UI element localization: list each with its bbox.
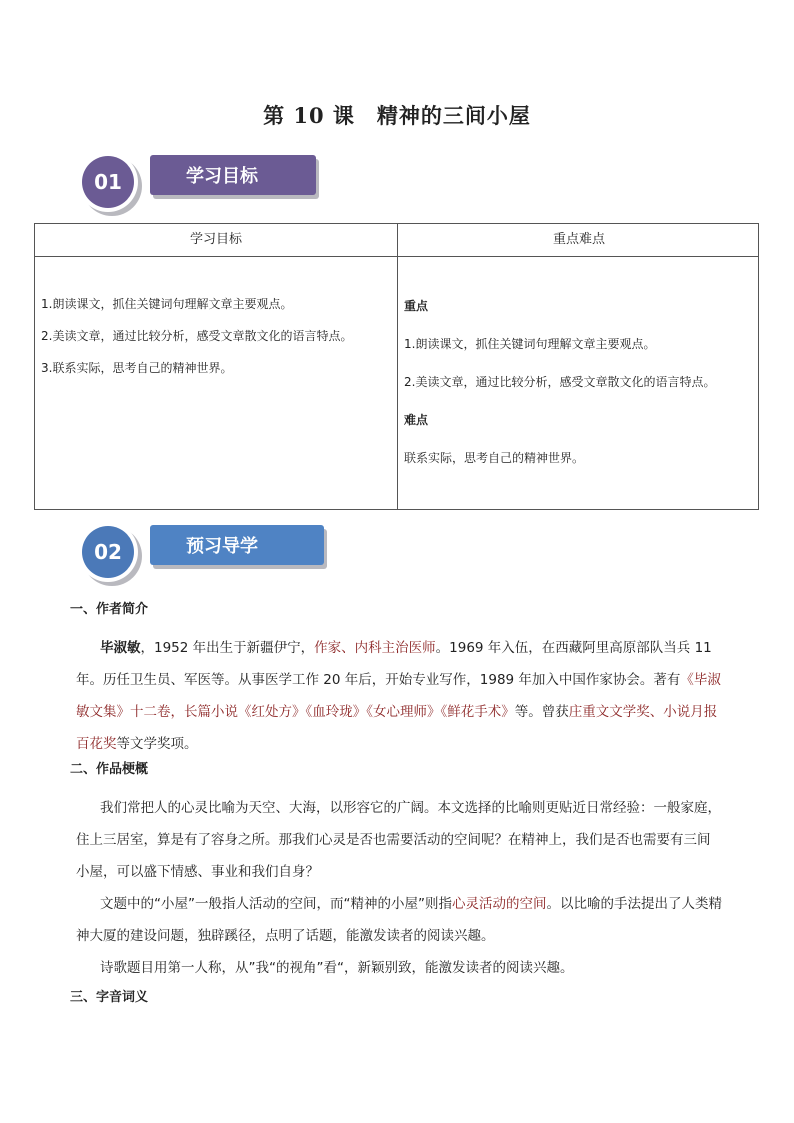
author-name: 毕淑敏 (100, 640, 141, 656)
goal-item: 1.朗读课文，抓住关键词句理解文章主要观点。 (41, 297, 293, 311)
goals-table (34, 223, 759, 510)
preview-content (70, 600, 722, 1020)
focus-item: 2.美读文章，通过比较分析，感受文章散文化的语言特点。 (404, 375, 716, 389)
focus-label: 重点 (404, 299, 429, 313)
text: 等文学奖项。 (116, 736, 198, 752)
summary-paragraph: 我们常把人的心灵比喻为天空、大海，以形容它的广阔。本文选择的比喻则更贴近日常经验：一般家庭，住上三居室，算是有了容身之所。那我们心灵是否也需要活动的空间呢？在精神上，我们是否也需要有三间小屋，可以盛下情感、事业和我们自身？ (76, 800, 721, 880)
text: 。以比喻的手法提出了人类精神大厦的建设问题，独辟蹊径，点明了话题，能激发读者的阅读兴趣。 (76, 896, 722, 944)
summary-paragraph (76, 888, 722, 952)
section-number-circle (78, 522, 138, 582)
heading-vocabulary: 三、字音词义 (70, 990, 149, 1005)
summary-paragraph: 诗歌题目用第一人称，从”我“的视角”看“，新颖别致，能激发读者的阅读兴趣。 (100, 960, 574, 976)
author-paragraph (76, 632, 722, 760)
goal-item: 3.联系实际，思考自己的精神世界。 (41, 361, 233, 375)
table-divider-vertical (397, 224, 398, 509)
difficulty-label: 难点 (404, 413, 429, 427)
difficulty-item: 联系实际，思考自己的精神世界。 (404, 451, 585, 465)
focus-item: 1.朗读课文，抓住关键词句理解文章主要观点。 (404, 337, 656, 351)
section-number: 02 (82, 526, 134, 578)
section-label: 预习导学 (150, 525, 324, 565)
text: ，1952 年出生于新疆伊宁， (140, 640, 315, 656)
highlight: 《毕淑敏文集》十二卷，长篇小说《红处方》《血玲珑》《女心理师》《鲜花手术》 (76, 672, 721, 720)
section-number: 01 (82, 156, 134, 208)
text: 。1969 年入伍，在西藏阿里高原部队当兵 11 年。历任卫生员、军医等。从事医学工作 20 年后，开始专业写作，1989 年加入中国作家协会。著有 (76, 640, 712, 688)
focus-cell (404, 298, 756, 466)
heading-author: 一、作者简介 (70, 602, 149, 617)
section-label: 学习目标 (150, 155, 316, 195)
table-header-focus: 重点难点 (552, 232, 605, 247)
highlight: 庄重文文学奖、小说月报百花奖 (76, 704, 718, 752)
page-title: 第 10 课 精神的三间小屋 (263, 103, 531, 128)
highlight: 作家、内科主治医师 (314, 640, 436, 656)
goal-item: 2.美读文章，通过比较分析，感受文章散文化的语言特点。 (41, 329, 353, 343)
section-number-circle (78, 152, 138, 212)
text: 等。曾获 (514, 704, 569, 720)
heading-summary: 二、作品梗概 (70, 762, 149, 777)
table-divider-horizontal (35, 256, 758, 257)
goals-cell (41, 296, 395, 392)
highlight: 心灵活动的空间 (451, 896, 547, 912)
table-header-goals: 学习目标 (189, 232, 242, 247)
text: 文题中的“小屋”一般指人活动的空间，而“精神的小屋”则指 (100, 896, 452, 912)
